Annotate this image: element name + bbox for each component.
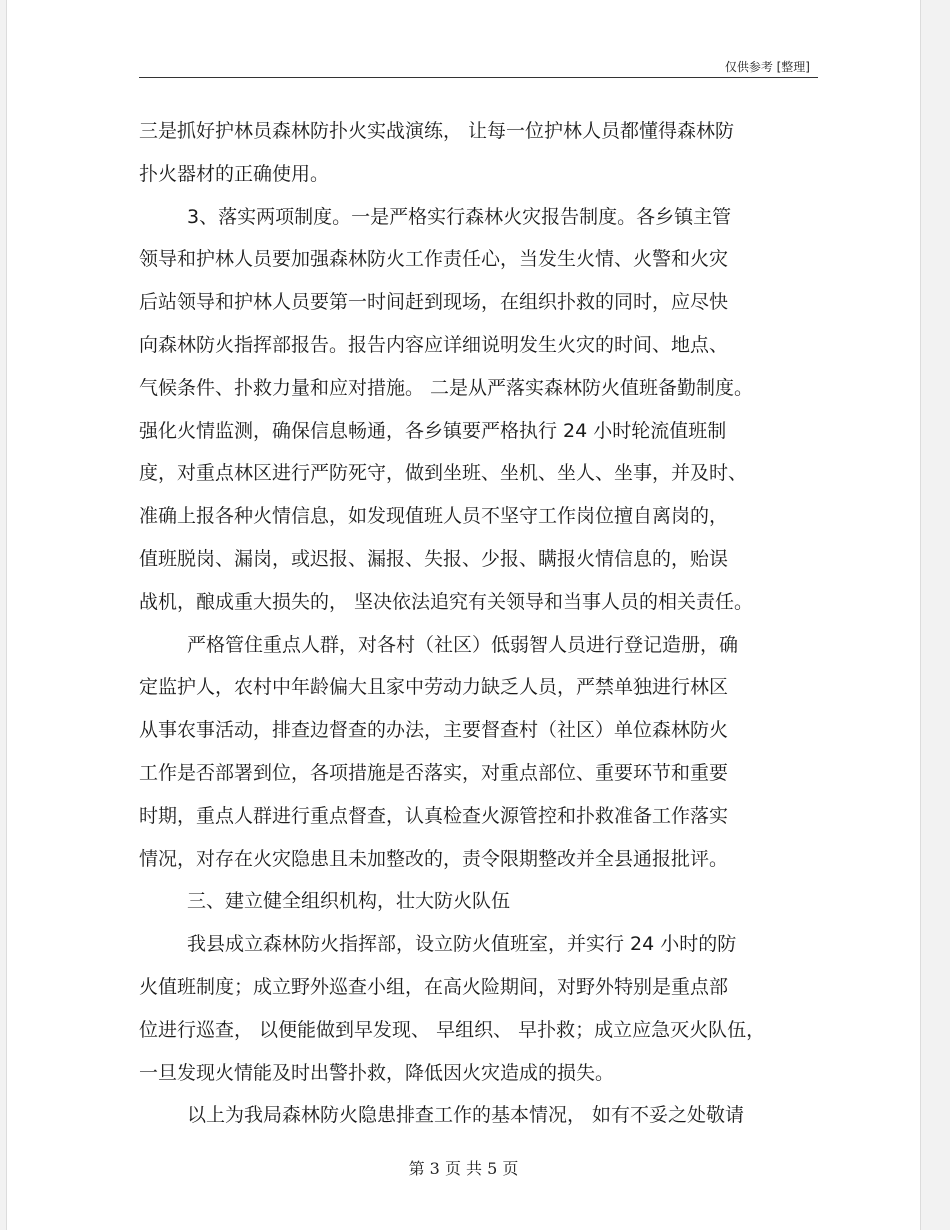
text-line: 情况，对存在火灾隐患且未加整改的，责令限期整改并全县通报批评。 xyxy=(139,847,729,870)
text-line: 战机，酿成重大损失的， 坚决依法追究有关领导和当事人员的相关责任。 xyxy=(139,590,754,613)
text-line: 时期，重点人群进行重点督查，认真检查火源管控和扑救准备工作落实 xyxy=(139,804,729,827)
text-line: 度，对重点林区进行严防死守，做到坐班、坐机、坐人、坐事，并及时、 xyxy=(139,462,748,485)
text-line: 火值班制度；成立野外巡查小组，在高火险期间，对野外特别是重点部 xyxy=(139,975,729,998)
text-line: 领导和护林人员要加强森林防火工作责任心，当发生火情、火警和火灾 xyxy=(139,248,729,271)
text-line: 工作是否部署到位，各项措施是否落实，对重点部位、重要环节和重要 xyxy=(139,761,729,784)
text-line: 准确上报各种火情信息，如发现值班人员不坚守工作岗位擅自离岗的， xyxy=(139,505,729,528)
text-line: 以上为我局森林防火隐患排查工作的基本情况， 如有不妥之处敬请 xyxy=(187,1104,745,1127)
document-body xyxy=(139,110,819,1137)
header-divider xyxy=(139,77,818,78)
text-line: 严格管住重点人群，对各村（社区）低弱智人员进行登记造册，确 xyxy=(187,633,739,656)
text-line: 三、建立健全组织机构，壮大防火队伍 xyxy=(187,890,511,913)
text-line: 扑火器材的正确使用。 xyxy=(139,162,330,185)
document-page xyxy=(6,0,921,1230)
header-note: 仅供参考 [整理] xyxy=(724,60,810,74)
text-line: 3、落实两项制度。一是严格实行森林火灾报告制度。各乡镇主管 xyxy=(187,205,732,228)
text-line: 位进行巡查， 以便能做到早发现、 早组织、 早扑救；成立应急灭火队伍， xyxy=(139,1018,766,1041)
text-line: 从事农事活动，排查边督查的办法，主要督查村（社区）单位森林防火 xyxy=(139,719,729,742)
text-line: 向森林防火指挥部报告。报告内容应详细说明发生火灾的时间、地点、 xyxy=(139,333,729,356)
text-line: 后站领导和护林人员要第一时间赶到现场，在组织扑救的同时，应尽快 xyxy=(139,291,729,314)
page-number-footer: 第 3 页 共 5 页 xyxy=(408,1159,519,1178)
text-line: 值班脱岗、漏岗，或迟报、漏报、失报、少报、瞒报火情信息的，贻误 xyxy=(139,547,729,570)
text-line: 定监护人，农村中年龄偏大且家中劳动力缺乏人员，严禁单独进行林区 xyxy=(139,676,729,699)
text-line: 一旦发现火情能及时出警扑救，降低因火灾造成的损失。 xyxy=(139,1061,615,1084)
text-line: 三是抓好护林员森林防扑火实战演练， 让每一位护林人员都懂得森林防 xyxy=(139,120,735,142)
text-line: 我县成立森林防火指挥部，设立防火值班室，并实行 24 小时的防 xyxy=(187,933,737,956)
text-line: 气候条件、扑救力量和应对措施。 二是从严落实森林防火值班备勤制度。 xyxy=(139,376,754,399)
text-line: 强化火情监测，确保信息畅通，各乡镇要严格执行 24 小时轮流值班制 xyxy=(139,419,727,442)
